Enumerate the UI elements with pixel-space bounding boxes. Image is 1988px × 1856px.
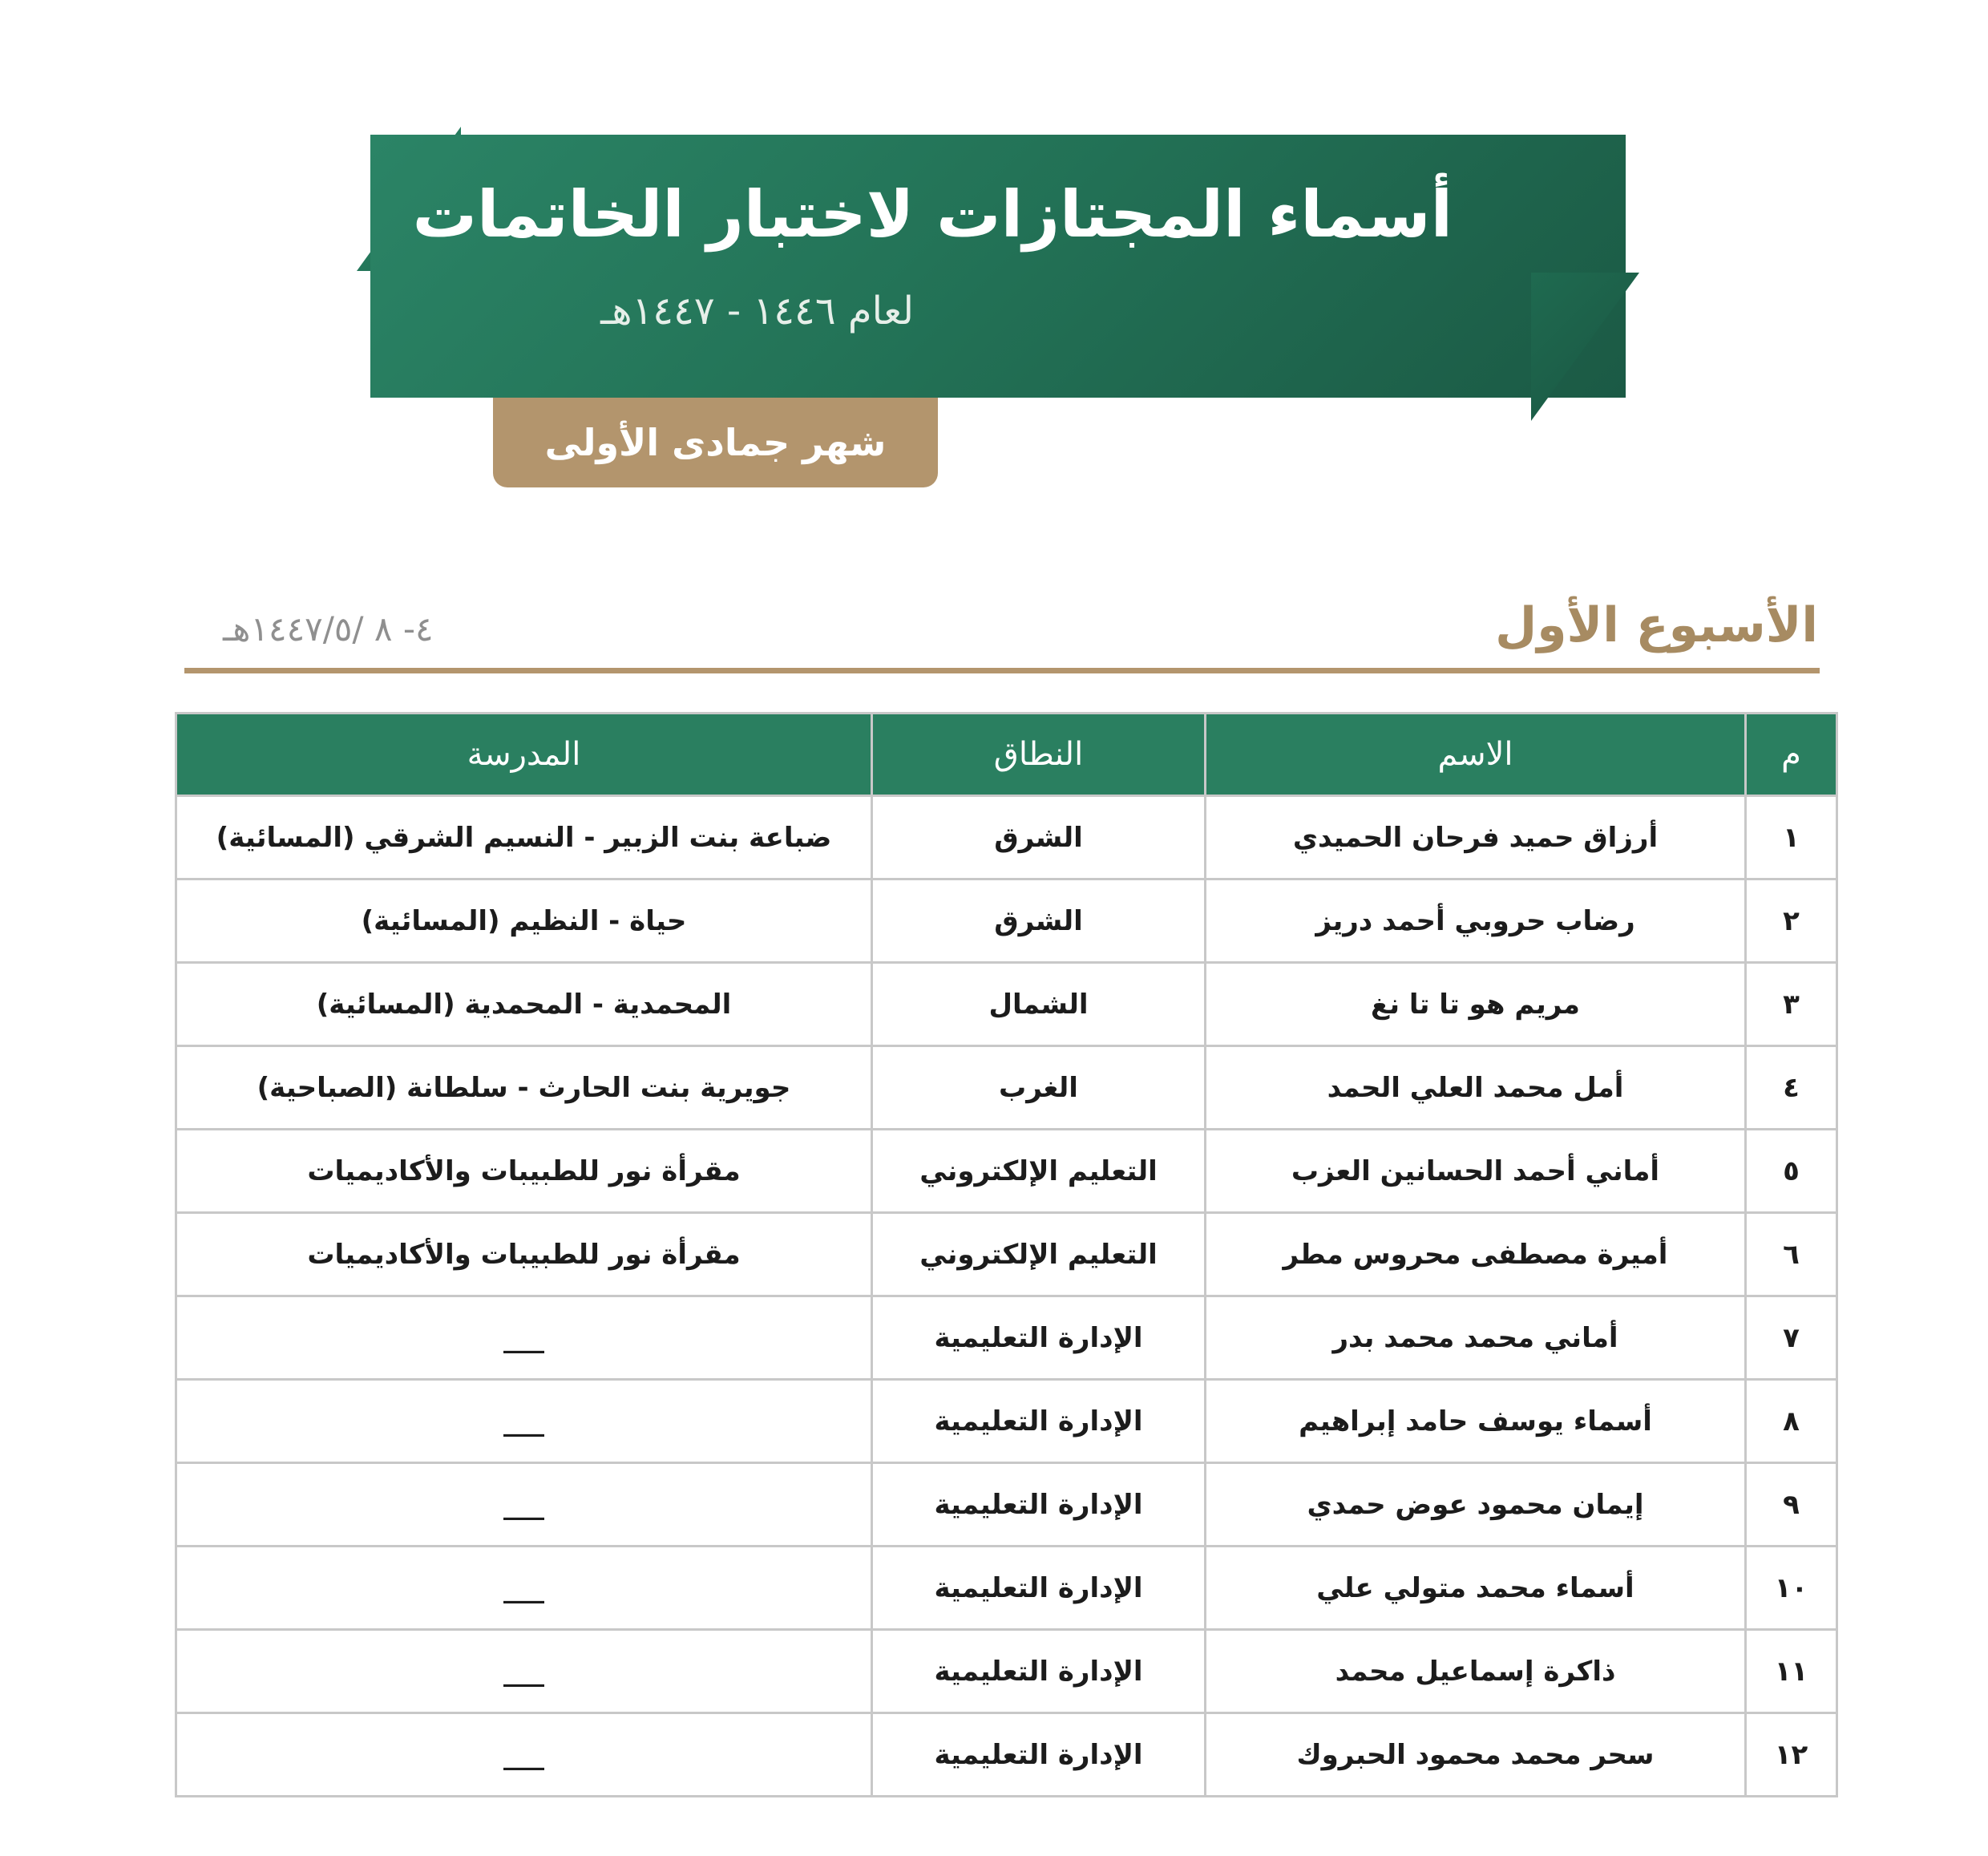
cell-name: أماني أحمد الحسانين العزب	[1206, 1130, 1746, 1213]
table-row	[176, 963, 1837, 1046]
results-table	[175, 712, 1838, 1797]
header-num: م	[1746, 714, 1837, 796]
week-dates: ٤- ٨ /١٤٤٧/٥هـ	[223, 609, 434, 649]
table-row	[176, 1547, 1837, 1630]
cell-school: ___	[176, 1630, 872, 1713]
results-table-wrapper	[175, 712, 1836, 1797]
cell-zone: الإدارة التعليمية	[872, 1463, 1206, 1547]
cell-name: رضاب حروبي أحمد دريز	[1206, 879, 1746, 963]
header-zone: النطاق	[872, 714, 1206, 796]
week-title: الأسبوع الأول	[1495, 597, 1818, 653]
cell-school: ___	[176, 1296, 872, 1380]
table-row	[176, 1380, 1837, 1463]
cell-name: سحر محمد محمود الحبروك	[1206, 1713, 1746, 1797]
table-header-row	[176, 714, 1837, 796]
table-row	[176, 879, 1837, 963]
table-row	[176, 1130, 1837, 1213]
table-row	[176, 796, 1837, 879]
cell-num: ٧	[1746, 1296, 1837, 1380]
table-row	[176, 1213, 1837, 1296]
cell-zone: الشرق	[872, 879, 1206, 963]
cell-num: ٣	[1746, 963, 1837, 1046]
cell-name: أرزاق حميد فرحان الحميدي	[1206, 796, 1746, 879]
cell-name: مريم هو تا تا نغ	[1206, 963, 1746, 1046]
cell-name: إيمان محمود عوض حمدي	[1206, 1463, 1746, 1547]
cell-school: ___	[176, 1463, 872, 1547]
cell-school: مقرأة نور للطبيبات والأكاديميات	[176, 1130, 872, 1213]
cell-zone: الشمال	[872, 963, 1206, 1046]
table-row	[176, 1463, 1837, 1547]
cell-num: ١٠	[1746, 1547, 1837, 1630]
cell-zone: الإدارة التعليمية	[872, 1547, 1206, 1630]
cell-school: ___	[176, 1713, 872, 1797]
cell-name: أسماء محمد متولي علي	[1206, 1547, 1746, 1630]
cell-zone: الإدارة التعليمية	[872, 1630, 1206, 1713]
title-banner	[370, 135, 1626, 398]
cell-name: أميرة مصطفى محروس مطر	[1206, 1213, 1746, 1296]
cell-name: أسماء يوسف حامد إبراهيم	[1206, 1380, 1746, 1463]
table-row	[176, 1713, 1837, 1797]
cell-num: ٩	[1746, 1463, 1837, 1547]
cell-zone: التعليم الإلكتروني	[872, 1213, 1206, 1296]
cell-num: ٤	[1746, 1046, 1837, 1130]
cell-school: مقرأة نور للطبيبات والأكاديميات	[176, 1213, 872, 1296]
cell-num: ١	[1746, 796, 1837, 879]
cell-school: المحمدية - المحمدية (المسائية)	[176, 963, 872, 1046]
month-badge: شهر جمادى الأولى	[493, 398, 938, 487]
table-row	[176, 1630, 1837, 1713]
header-school: المدرسة	[176, 714, 872, 796]
cell-name: ذاكرة إسماعيل محمد	[1206, 1630, 1746, 1713]
cell-school: جويرية بنت الحارث - سلطانة (الصباحية)	[176, 1046, 872, 1130]
cell-school: ___	[176, 1547, 872, 1630]
cell-zone: التعليم الإلكتروني	[872, 1130, 1206, 1213]
cell-num: ٥	[1746, 1130, 1837, 1213]
page-subtitle: لعام ١٤٤٦ - ١٤٤٧هـ	[600, 289, 914, 334]
cell-num: ٦	[1746, 1213, 1837, 1296]
week-divider	[184, 668, 1820, 673]
header-name: الاسم	[1206, 714, 1746, 796]
cell-school: ضباعة بنت الزبير - النسيم الشرقي (المسائية)	[176, 796, 872, 879]
cell-num: ٨	[1746, 1380, 1837, 1463]
cell-num: ٢	[1746, 879, 1837, 963]
cell-zone: الغرب	[872, 1046, 1206, 1130]
table-row	[176, 1046, 1837, 1130]
cell-name: أمل محمد العلي الحمد	[1206, 1046, 1746, 1130]
cell-zone: الإدارة التعليمية	[872, 1296, 1206, 1380]
table-row	[176, 1296, 1837, 1380]
cell-zone: الشرق	[872, 796, 1206, 879]
cell-num: ١٢	[1746, 1713, 1837, 1797]
cell-zone: الإدارة التعليمية	[872, 1380, 1206, 1463]
cell-name: أماني محمد محمد بدر	[1206, 1296, 1746, 1380]
cell-school: ___	[176, 1380, 872, 1463]
cell-num: ١١	[1746, 1630, 1837, 1713]
cell-school: حياة - النظيم (المسائية)	[176, 879, 872, 963]
page-title: أسماء المجتازات لاختبار الخاتمات	[412, 177, 1453, 252]
cell-zone: الإدارة التعليمية	[872, 1713, 1206, 1797]
